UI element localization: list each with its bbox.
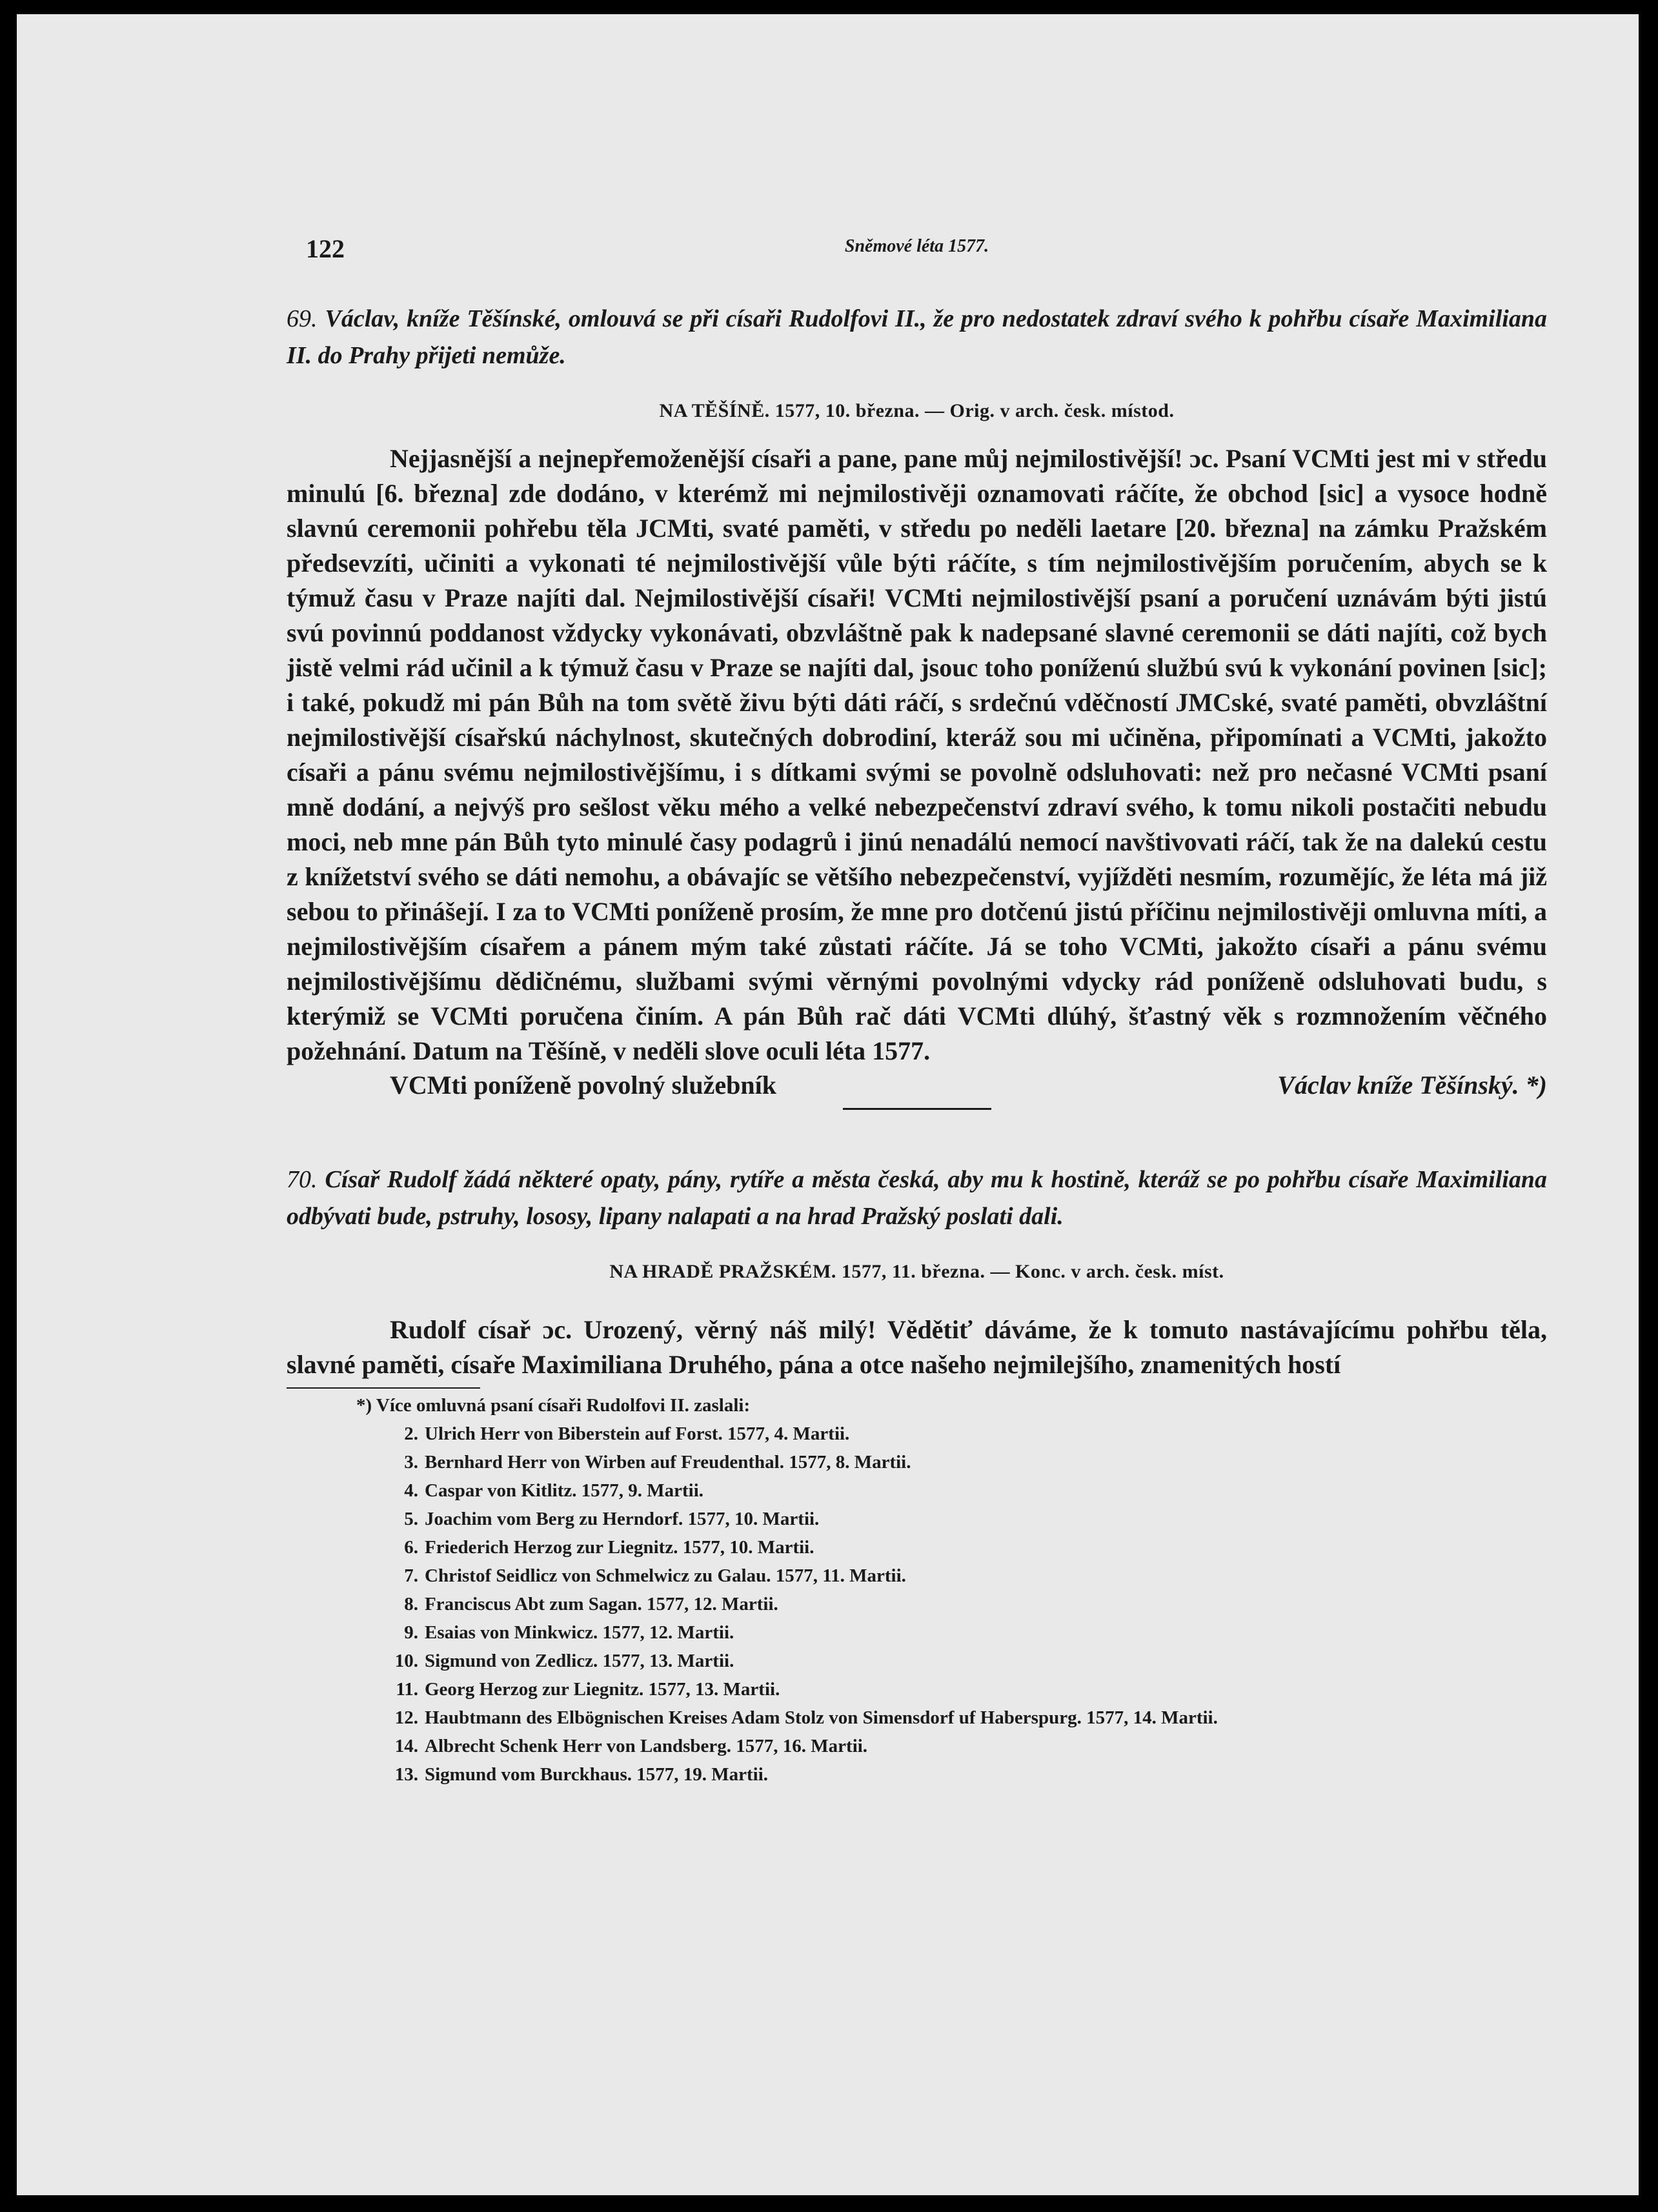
footnote-number: 7. <box>404 1565 418 1586</box>
document-70-source: NA HRADĚ PRAŽSKÉM. 1577, 11. března. — Konc. v arch. česk. míst. <box>609 1261 1224 1282</box>
footnote-number: 14. <box>394 1736 418 1756</box>
document-69-signature-line <box>287 1070 1547 1100</box>
footnote-number: 2. <box>404 1423 418 1444</box>
footnote-text: Georg Herzog zur Liegnitz. 1577, 13. Martii. <box>425 1679 780 1700</box>
document-69-closing: VCMti poníženě povolný služebník <box>390 1071 776 1100</box>
footnote-text: Bernhard Herr von Wirben auf Freudenthal. 1577, 8. Martii. <box>425 1452 911 1473</box>
footnote-text: Sigmund vom Burckhaus. 1577, 19. Martii. <box>425 1764 769 1785</box>
page-header <box>287 221 1547 266</box>
footnote-item <box>382 1505 1547 1533</box>
footnote-text: Franciscus Abt zum Sagan. 1577, 12. Martii. <box>425 1594 778 1614</box>
document-70-title: Císař Rudolf žádá některé opaty, pány, rytíře a města česká, aby mu k hostině, kteráž se po pohřbu císaře Maximiliana odbývati bude, pstruhy, lososy, lipany nalapati a na hrad Pražský poslati dali. <box>287 1166 1547 1230</box>
footnote-number: 12. <box>394 1707 418 1728</box>
footnote-item <box>382 1732 1547 1760</box>
footnote-item <box>382 1476 1547 1505</box>
footnote-text: Esaias von Minkwicz. 1577, 12. Martii. <box>425 1622 734 1643</box>
document-70-number: 70. <box>287 1166 318 1193</box>
footnote-number: 10. <box>394 1651 418 1671</box>
footnote-item <box>382 1618 1547 1647</box>
document-69-source: NA TĚŠÍNĚ. 1577, 10. března. — Orig. v arch. česk. místod. <box>659 400 1175 421</box>
footnote-text: Ulrich Herr von Biberstein auf Forst. 1577, 4. Martii. <box>425 1423 850 1444</box>
footnote-number: 5. <box>404 1509 418 1529</box>
footnote-number: 13. <box>394 1764 418 1785</box>
footnote-item <box>382 1590 1547 1618</box>
footnote-number: 6. <box>404 1537 418 1558</box>
footnote-number: 8. <box>404 1594 418 1614</box>
page-content <box>287 221 1547 1789</box>
footnote-text: Albrecht Schenk Herr von Landsberg. 1577, 16. Martii. <box>425 1736 868 1756</box>
footnote-number: 11. <box>396 1679 418 1700</box>
footnote-item <box>382 1675 1547 1704</box>
footnote-item <box>382 1760 1547 1789</box>
document-69-heading <box>287 301 1547 374</box>
footnote-text: Joachim vom Berg zu Herndorf. 1577, 10. Martii. <box>425 1509 820 1529</box>
page-sheet <box>17 14 1639 2195</box>
document-70-body <box>287 1312 1547 1382</box>
footnote-text: Friederich Herzog zur Liegnitz. 1577, 10. Martii. <box>425 1537 814 1558</box>
footnote-number: 9. <box>404 1622 418 1643</box>
footnote-number: 4. <box>404 1480 418 1501</box>
footnote-item <box>382 1420 1547 1448</box>
section-divider <box>843 1108 991 1110</box>
document-69-signature: Václav kníže Těšínský. *) <box>1277 1071 1547 1100</box>
footnote-item <box>382 1704 1547 1732</box>
footnote-text: Sigmund von Zedlicz. 1577, 13. Martii. <box>425 1651 734 1671</box>
footnotes <box>287 1391 1547 1789</box>
document-69-text: Nejjasnější a nejnepřemoženější císaři a pane, pane můj nejmilostivější! ɔc. Psaní VCMti jest mi v středu minulú [6. března] zde dodáno, v kterémž mi nejmilostivěji oznamovati ráčíte, že obchod [sic] a vysoce hodně slavnú ceremonii pohřebu těla JCMti, svaté paměti, v středu po neděli laetare [20. března] na zámku Pražském předsevzíti, učiniti a vykonati té nejmilostivější vůle býti ráčíte, s tím nejmilostivějším poručením, abych se k týmuž času v Praze najíti dal. Nejmilostivější císaři! VCMti nejmilostivější psaní a poručení uznávám býti jistú svú povinnú poddanost vždycky vykonávati, obzvláštně pak k nadepsané slavné ceremonii se dáti najíti, což bych jistě velmi rád učinil a k týmuž času v Praze se najíti dal, jsouc toho poníženú službú svú k vykonání povinen [sic]; i také, pokudž mi pán Bůh na tom světě živu býti dáti ráčí, s srdečnú vděčností JMCské, svaté paměti, obvzláštní nejmilostivější císařskú náchylnost, skutečných dobrodiní, kteráž sou mi učiněna, připomínati a VCMti, jakožto císaři a pánu svému nejmilostivějšímu, i s dítkami svými se povolně odsluhovati: než pro nečasné VCMti psaní mně dodání, a nejvýš pro sešlost věku mého a velké nebezpečenství zdraví svého, k tomu nikoli postačiti nebudu moci, neb mne pán Bůh tyto minulé časy podagrů i jinú nenadálú nemocí navštivovati ráčí, tak že na dalekú cestu z knížetství svého se dáti nemohu, a obávajíc se většího nebezpečenství, vyjížděti nesmím, rozumějíc, že léta má již sebou to přinášejí. I za to VCMti poníženě prosím, že mne pro dotčenú jistú příčinu nejmilostivěji omluvna míti, a nejmilostivějším císařem a pánem mým také zůstati ráčíte. Já se toho VCMti, jakožto císaři a pánu svému nejmilostivějšímu dědičnému, službami svými věrnými povolnými vdycky rád poníženě odsluhovati budu, s kterýmiž se VCMti poručena činím. A pán Bůh rač dáti VCMti dlúhý, šťastný věk s rozmnožením věčného požehnání. Datum na Těšíně, v neděli slove oculi léta 1577. <box>287 444 1547 1065</box>
page-number: 122 <box>306 234 345 263</box>
running-title: Sněmové léta 1577. <box>844 236 989 256</box>
document-69-number: 69. <box>287 305 318 332</box>
document-70-text: Rudolf císař ɔc. Urozený, věrný náš milý! Vědětiť dáváme, že k tomuto nastávajícímu pohřbu těla, slavné paměti, císaře Maximiliana Druhého, pána a otce našeho nejmilejšího, znamenitých hostí <box>287 1315 1547 1379</box>
footnote-text: Caspar von Kitlitz. 1577, 9. Martii. <box>425 1480 704 1501</box>
footnote-text: Christof Seidlicz von Schmelwicz zu Galau. 1577, 11. Martii. <box>425 1565 906 1586</box>
footnote-text: Haubtmann des Elbögnischen Kreises Adam Stolz von Simensdorf uf Haberspurg. 1577, 14. Martii. <box>425 1707 1218 1728</box>
footnote-item <box>382 1562 1547 1590</box>
footnote-rule <box>287 1387 480 1389</box>
document-69-title: Václav, kníže Těšínské, omlouvá se při císaři Rudolfovi II., že pro nedostatek zdraví svého k pohřbu císaře Maximiliana II. do Prahy přijeti nemůže. <box>287 305 1547 369</box>
footnote-list <box>287 1420 1547 1789</box>
document-69-body <box>287 441 1547 1069</box>
footnote-heading: *) Více omluvná psaní císaři Rudolfovi II. zaslali: <box>356 1395 751 1416</box>
document-70-heading <box>287 1161 1547 1235</box>
footnote-item <box>382 1533 1547 1562</box>
footnote-item <box>382 1647 1547 1675</box>
footnote-number: 3. <box>404 1452 418 1473</box>
footnote-item <box>382 1448 1547 1476</box>
